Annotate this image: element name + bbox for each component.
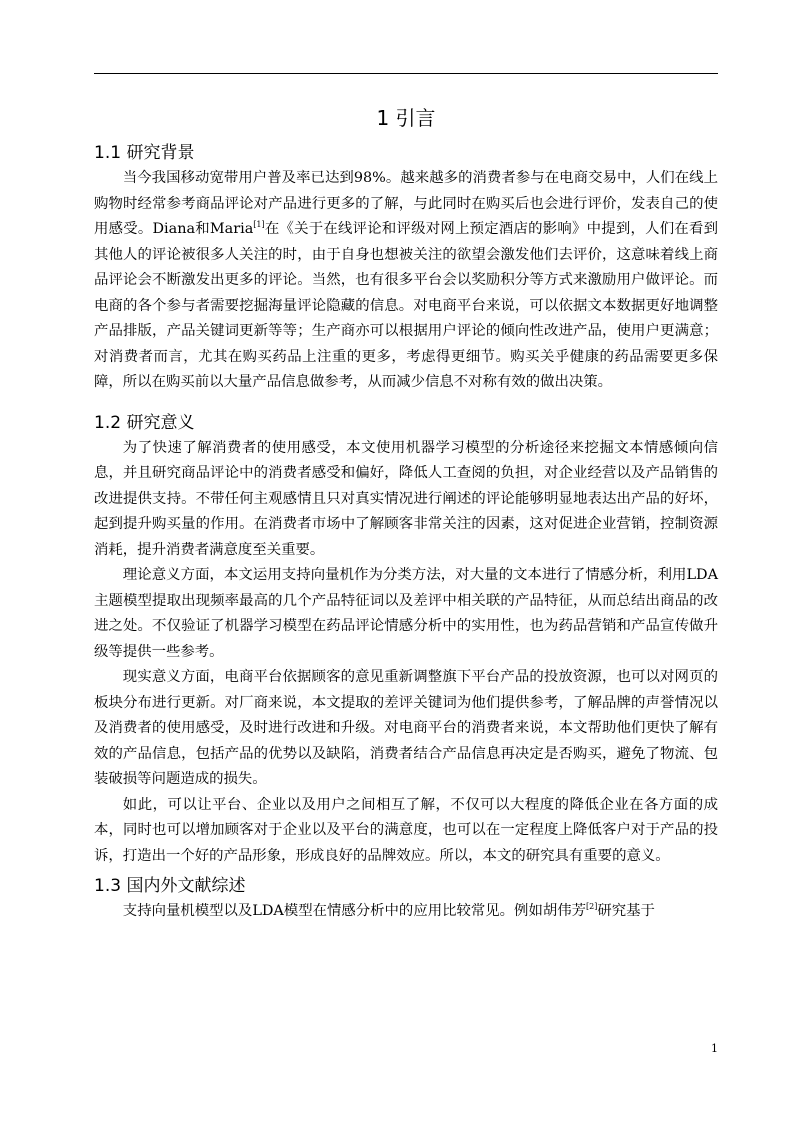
- background-paragraph: [94, 166, 718, 396]
- citation-2[interactable]: [2]: [586, 902, 598, 912]
- paragraph-text: 当今我国移动宽带用户普及率已达到98%。越来越多的消费者参与在电商交易中，人们在线上购物时经常参考商品评论对产品进行更多的了解，与此同时在购买后也会进行评价，发表自己的使用感受。Diana和Maria: [94, 170, 718, 237]
- section-heading-significance: 1.2 研究意义: [94, 412, 195, 433]
- chapter-title: 1 引言: [376, 106, 436, 130]
- section-heading-background: 1.1 研究背景: [94, 143, 195, 163]
- paragraph-text: 在《关于在线评论和评级对网上预定酒店的影响》中提到，人们在看到其他人的评论被很多人关注的时，由于自身也想被关注的欲望会激发他们去评价，这意味着线上商品评论会不断激发出更多的评论。当然，也有很多平台会以奖励积分等方式来激励用户做评论。而电商的各个参与者需要挖掘海量评论隐藏的信息。对电商平台来说，可以依据文本数据更好地调整产品排版，产品关键词更新等等；生产商亦可以根据用户评论的倾向性改进产品，使用户更满意；对消费者而言，尤其在购买药品上注重的更多，考虑得更细节。购买关乎健康的药品需要更多保障，所以在购买前以大量产品信息做参考，从而减少信息不对称有效的做出决策。: [94, 221, 718, 390]
- header-rule: [94, 73, 718, 74]
- page-number: 1: [711, 1042, 718, 1055]
- significance-paragraph-3: 现实意义方面，电商平台依据顾客的意见重新调整旗下平台产品的投放资源，也可以对网页的板块分布进行更新。对厂商来说，本文提取的差评关键词为他们提供参考，了解品牌的声誉情况以及消费者的使用感受，及时进行改进和升级。对电商平台的消费者来说，本文帮助他们更快了解有效的产品信息，包括产品的优势以及缺陷，消费者结合产品信息再决定是否购买，避免了物流、包装破损等问题造成的损失。: [94, 669, 718, 787]
- page-body: [94, 100, 718, 925]
- section-heading-literature: 1.3 国内外文献综述: [94, 876, 246, 896]
- literature-paragraph: [94, 899, 718, 925]
- paragraph-text: 支持向量机模型以及LDA模型在情感分析中的应用比较常见。例如胡伟芳: [122, 903, 587, 919]
- citation-1[interactable]: [1]: [253, 220, 265, 230]
- significance-paragraph-4: 如此，可以让平台、企业以及用户之间相互了解，不仅可以大程度的降低企业在各方面的成本，同时也可以增加顾客对于企业以及平台的满意度，也可以在一定程度上降低客户对于产品的投诉，打造出一个好的产品形象，形成良好的品牌效应。所以，本文的研究具有重要的意义。: [94, 796, 718, 864]
- significance-paragraph-1: 为了快速了解消费者的使用感受，本文使用机器学习模型的分析途径来挖掘文本情感倾向信息，并且研究商品评论中的消费者感受和偏好，降低人工查阅的负担，对企业经营以及产品销售的改进提供支持。不带任何主观感情且只对真实情况进行阐述的评论能够明显地表达出产品的好坏，起到提升购买量的作用。在消费者市场中了解顾客非常关注的因素，这对促进企业营销，控制资源消耗，提升消费者满意度至关重要。: [94, 439, 718, 558]
- paragraph-text: 研究基于: [597, 903, 655, 919]
- significance-paragraph-2: 理论意义方面，本文运用支持向量机作为分类方法，对大量的文本进行了情感分析，利用LDA主题模型提取出现频率最高的几个产品特征词以及差评中相关联的产品特征，从而总结出商品的改进之处。不仅验证了机器学习模型在药品评论情感分析中的实用性，也为药品营销和产品宣传做升级等提供一些参考。: [94, 567, 718, 660]
